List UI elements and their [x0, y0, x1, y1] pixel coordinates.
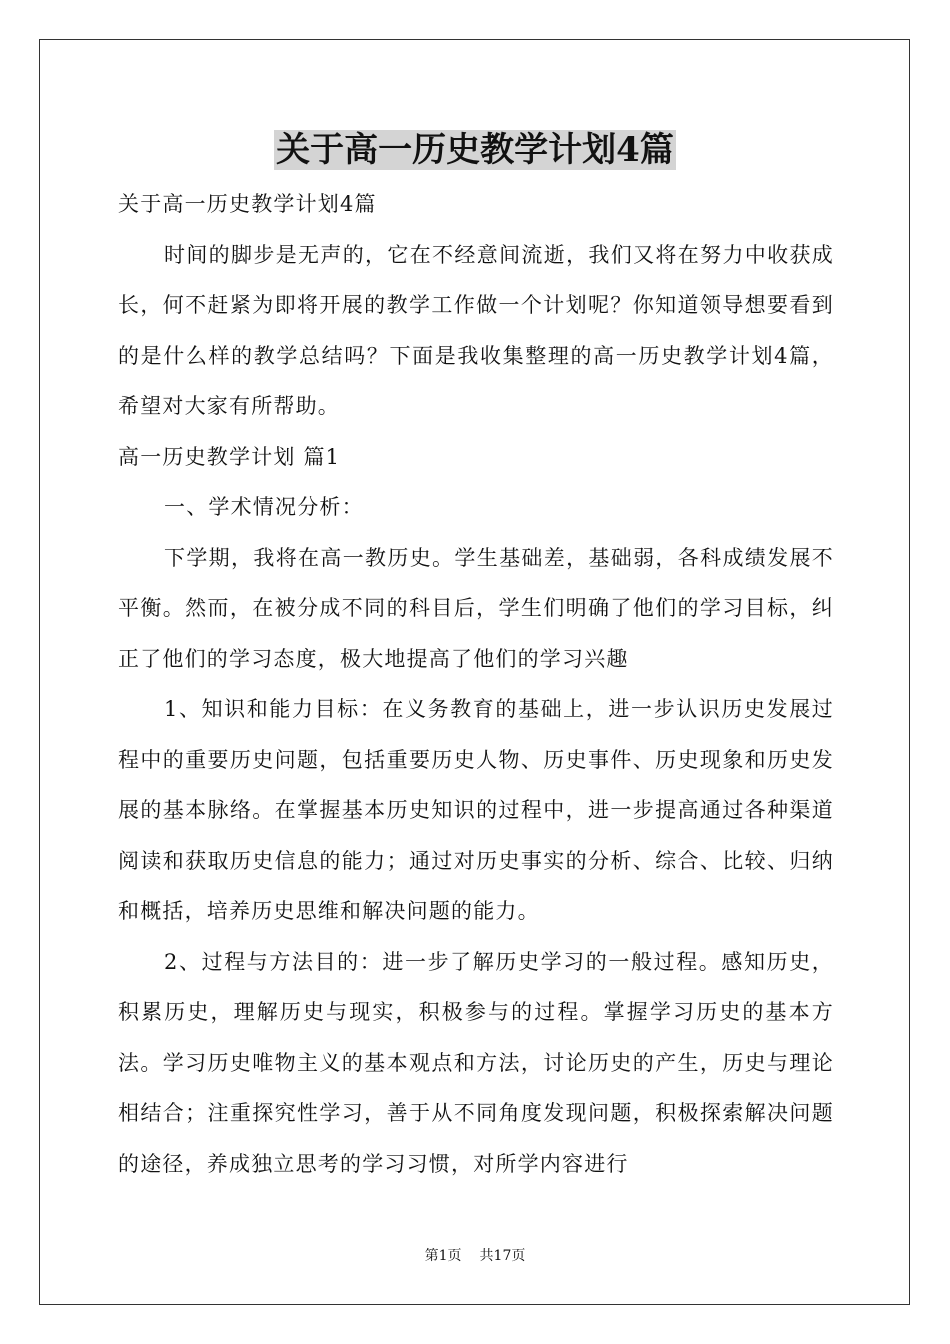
document-title — [0, 128, 950, 172]
section-heading: 高一历史教学计划 篇1 — [118, 444, 341, 469]
paragraph-subtitle: 关于高一历史教学计划4篇 — [118, 192, 377, 216]
document-body — [118, 179, 834, 1189]
page-footer — [0, 1246, 950, 1266]
paragraph-analysis: 下学期，我将在高一教历史。学生基础差，基础弱，各科成绩发展不平衡。然而，在被分成不同的科目后，学生们明确了他们的学习目标，纠正了他们的学习态度，极大地提高了他们的学习兴趣 — [118, 545, 834, 671]
page-number: 第1页 — [424, 1248, 462, 1264]
paragraph-heading-analysis: 一、学术情况分析： — [164, 495, 364, 519]
paragraph-goal-2: 2、过程与方法目的：进一步了解历史学习的一般过程。感知历史，积累历史，理解历史与现实，积极参与的过程。掌握学习历史的基本方法。学习历史唯物主义的基本观点和方法，讨论历史的产生，历史与理论相结合；注重探究性学习，善于从不同角度发现问题，积极探索解决问题的途径，养成独立思考的学习习惯，对所学内容进行 — [118, 949, 834, 1176]
paragraph-intro: 时间的脚步是无声的，它在不经意间流逝，我们又将在努力中收获成长，何不赶紧为即将开展的教学工作做一个计划呢？你知道领导想要看到的是什么样的教学总结吗？下面是我收集整理的高一历史教学计划4篇，希望对大家有所帮助。 — [118, 242, 834, 418]
paragraph-goal-1: 1、知识和能力目标：在义务教育的基础上，进一步认识历史发展过程中的重要历史问题，包括重要历史人物、历史事件、历史现象和历史发展的基本脉络。在掌握基本历史知识的过程中，进一步提高通过各种渠道阅读和获取历史信息的能力；通过对历史事实的分析、综合、比较、归纳和概括，培养历史思维和解决问题的能力。 — [118, 697, 834, 923]
document-title-text: 关于高一历史教学计划4篇 — [276, 130, 674, 170]
page-total: 共17页 — [479, 1248, 526, 1264]
